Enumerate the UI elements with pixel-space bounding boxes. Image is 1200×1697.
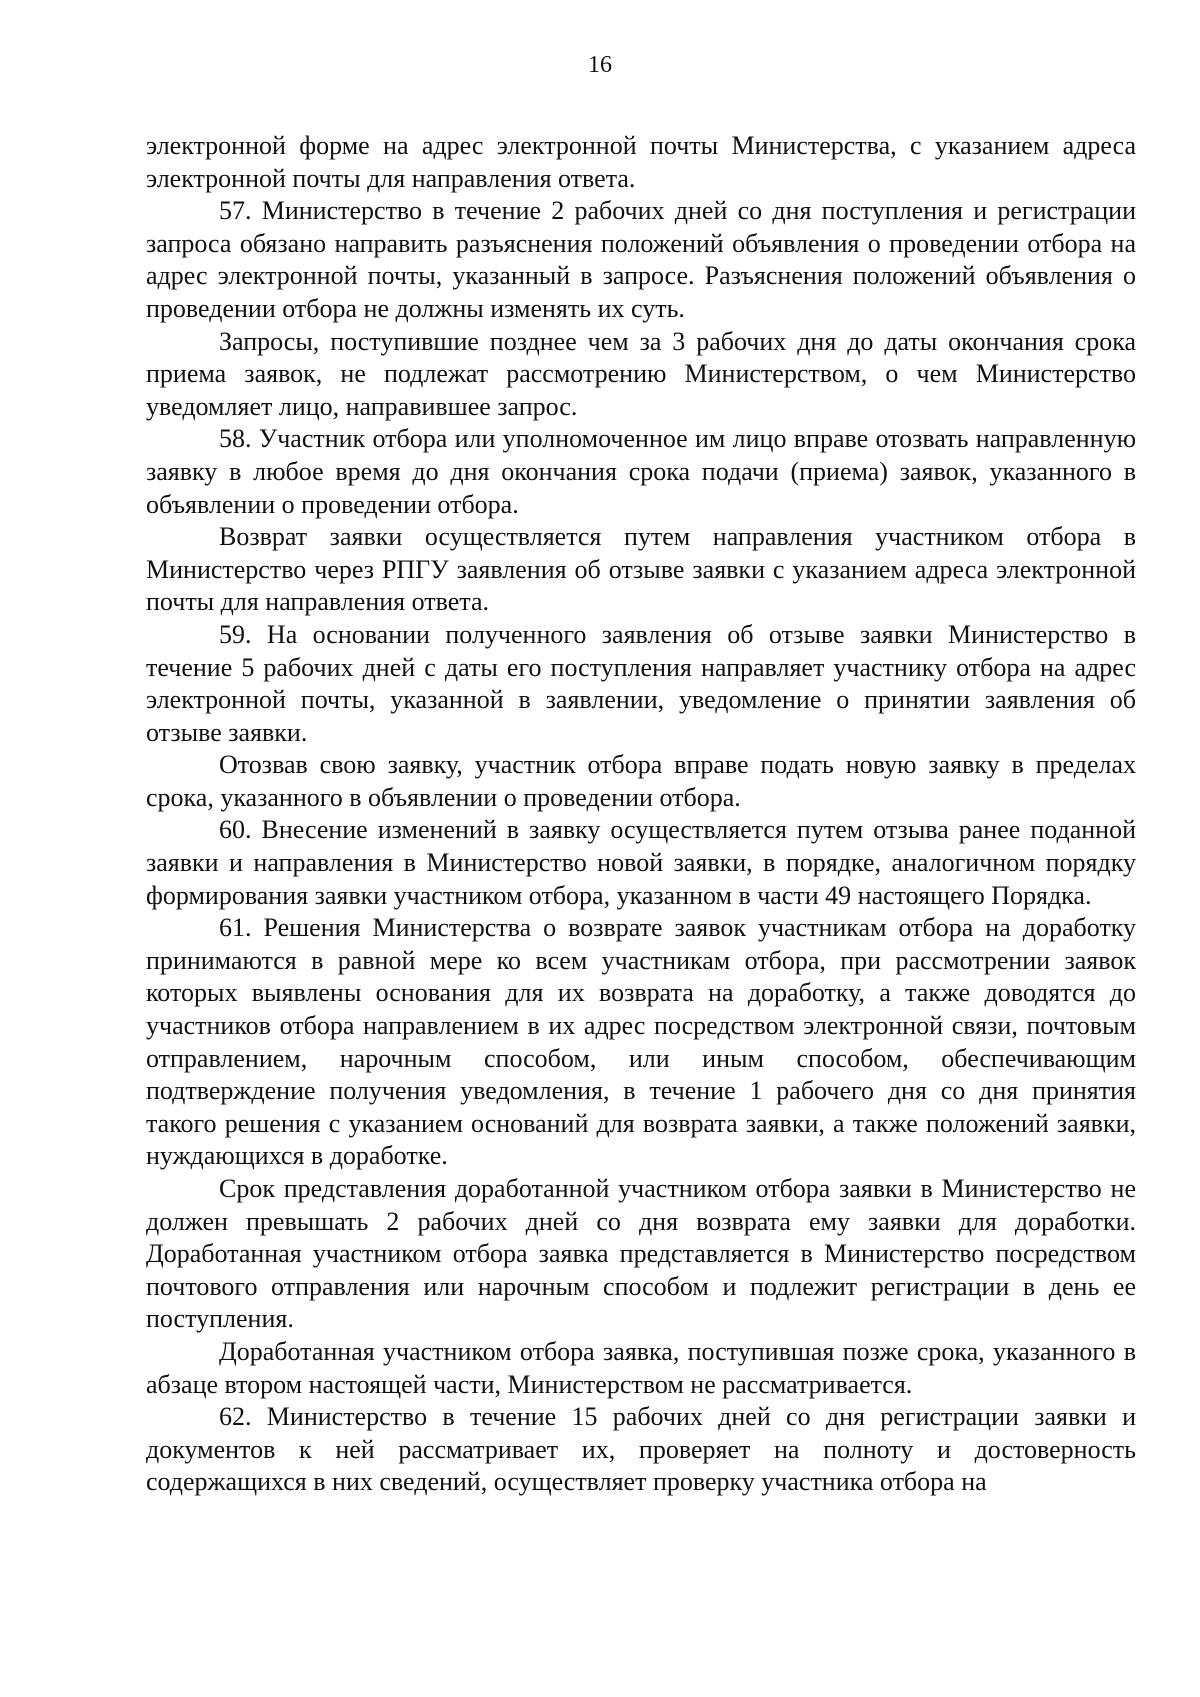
- paragraph: Доработанная участником отбора заявка, поступившая позже срока, указанного в абзаце втором настоящей части, Министерством не рассматривается.: [146, 1336, 1136, 1399]
- paragraph: 57. Министерство в течение 2 рабочих дней со дня поступления и регистрации запроса обязано направить разъяснения положений объявления о проведении отбора на адрес электронной почты, указанный в запросе. Разъяснения положений объявления о проведении отбора не должны изменять их суть.: [146, 196, 1136, 323]
- paragraph: 60. Внесение изменений в заявку осуществляется путем отзыва ранее поданной заявки и направления в Министерство новой заявки, в порядке, аналогичном порядку формирования заявки участником отбора, указанном в части 49 настоящего Порядка.: [146, 815, 1136, 910]
- paragraph: Возврат заявки осуществляется путем направления участником отбора в Министерство через РПГУ заявления об отзыве заявки с указанием адреса электронной почты для направления ответа.: [146, 522, 1136, 617]
- paragraph: Запросы, поступившие позднее чем за 3 рабочих дня до даты окончания срока приема заявок, не подлежат рассмотрению Министерством, о чем Министерство уведомляет лицо, направившее запрос.: [146, 326, 1136, 421]
- paragraph: 61. Решения Министерства о возврате заявок участникам отбора на доработку принимаются в равной мере ко всем участникам отбора, при рассмотрении заявок которых выявлены основания для их возврата на доработку, а также доводятся до участников отбора направлением в их адрес посредством электронной связи, почтовым отправлением, нарочным способом, или иным способом, обеспечивающим подтверждение получения уведомления, в течение 1 рабочего дня со дня принятия такого решения с указанием оснований для возврата заявки, а также положений заявки, нуждающихся в доработке.: [146, 913, 1136, 1171]
- paragraph: 59. На основании полученного заявления об отзыве заявки Министерство в течение 5 рабочих дней с даты его поступления направляет участнику отбора на адрес электронной почты, указанной в заявлении, уведомление о принятии заявления об отзыве заявки.: [146, 619, 1136, 747]
- paragraph: Срок представления доработанной участником отбора заявки в Министерство не должен превышать 2 рабочих дней со дня возврата ему заявки для доработки. Доработанная участником отбора заявка представляется в Министерство посредством почтового отправления или нарочным способом и подлежит регистрации в день ее поступления.: [146, 1174, 1136, 1334]
- paragraph: 58. Участник отбора или уполномоченное им лицо вправе отозвать направленную заявку в любое время до дня окончания срока подачи (приема) заявок, указанного в объявлении о проведении отбора.: [146, 424, 1136, 519]
- document-body: [146, 130, 1136, 1499]
- paragraph: электронной форме на адрес электронной почты Министерства, с указанием адреса электронной почты для направления ответа.: [146, 131, 1136, 193]
- paragraph: Отозвав свою заявку, участник отбора вправе подать новую заявку в пределах срока, указанного в объявлении о проведении отбора.: [146, 750, 1136, 812]
- paragraph: 62. Министерство в течение 15 рабочих дней со дня регистрации заявки и документов к ней рассматривает их, проверяет на полноту и достоверность содержащихся в них сведений, осуществляет проверку участника отбора на: [146, 1402, 1136, 1497]
- page-number: 16: [588, 52, 612, 78]
